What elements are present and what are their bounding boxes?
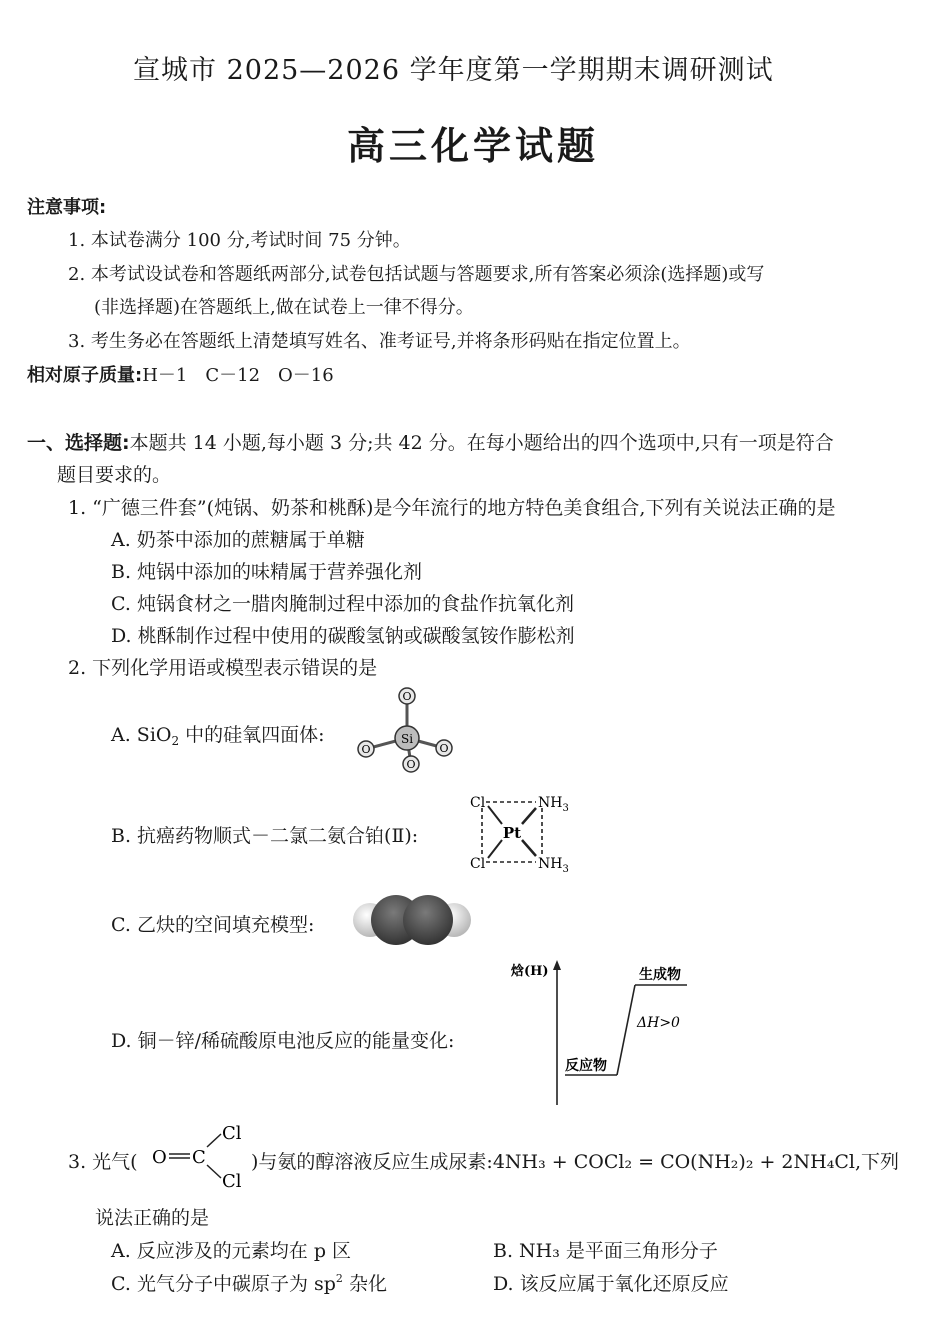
phosgene-structure (150, 1121, 246, 1191)
o-atom-label-1: O (402, 690, 412, 703)
q1-option-a: A. 奶茶中添加的蔗糖属于单糖 (111, 529, 365, 551)
section1-text: 本题共 14 小题,每小题 3 分;共 42 分。在每小题给出的四个选项中,只有一项是符合 (129, 432, 834, 454)
si-tetrahedron-model (350, 683, 460, 778)
q3-option-b: B. NH₃ 是平面三角形分子 (493, 1240, 718, 1262)
phosgene-c: C (192, 1147, 206, 1168)
q3-option-a: A. 反应涉及的元素均在 p 区 (111, 1240, 352, 1262)
q1-option-c: C. 炖锅食材之一腊肉腌制过程中添加的食盐作抗氧化剂 (111, 593, 574, 615)
q3-stem-text: )与氨的醇溶液反应生成尿素:4NH₃ + COCl₂ = CO(NH₂)₂ + 2NH₄Cl,下列 (251, 1151, 899, 1173)
o-atom-label-3: O (439, 742, 449, 755)
si-atom-label: Si (400, 732, 414, 746)
nh3-label-2: $NH_3$ (538, 856, 569, 875)
q3-stem-line2: 说法正确的是 (95, 1207, 210, 1229)
q3-stem-prefix: 3. 光气( (68, 1151, 138, 1173)
q3-option-d: D. 该反应属于氧化还原反应 (493, 1273, 729, 1295)
note-item-1: 1. 本试卷满分 100 分,考试时间 75 分钟。 (68, 230, 411, 251)
q3-equation: 4NH₃ + COCl₂ = CO(NH₂)₂ + 2NH₄Cl,下列 (492, 1151, 899, 1173)
q1-stem: 1. “广德三件套”(炖锅、奶茶和桃酥)是今年流行的地方特色美食组合,下列有关说法正确的是 (68, 497, 836, 519)
atomic-mass (27, 361, 334, 387)
nh3-label-1: $NH_3$ (538, 795, 569, 814)
q2-option-b: B. 抗癌药物顺式－二氯二氨合铂(Ⅱ): (111, 825, 419, 847)
product-label: 生成物 (639, 967, 681, 983)
section1-heading: 一、选择题: (27, 432, 130, 454)
cl-label-1: Cl (470, 795, 486, 811)
section1-line1 (27, 428, 834, 455)
q2-option-c: C. 乙炔的空间填充模型: (111, 914, 315, 936)
note-item-3: 3. 考生务必在答题纸上清楚填写姓名、准考证号,并将条形码贴在指定位置上。 (68, 331, 691, 352)
q1-option-b: B. 炖锅中添加的味精属于营养强化剂 (111, 561, 423, 583)
acetylene-space-filling-model (348, 892, 476, 948)
phosgene-cl-1: Cl (222, 1123, 242, 1144)
pt-complex-structure (466, 788, 576, 878)
phosgene-cl-2: Cl (222, 1171, 242, 1191)
delta-h-label: ΔH>0 (637, 1015, 680, 1031)
q1-option-d: D. 桃酥制作过程中使用的碳酸氢钠或碳酸氢铵作膨松剂 (111, 625, 575, 647)
subject-title: 高三化学试题 (347, 124, 600, 168)
q3-option-c: C. 光气分子中碳原子为 $sp^2$ 杂化 (111, 1272, 387, 1295)
atomic-mass-label: 相对原子质量: (27, 365, 143, 386)
cl-label-2: Cl (470, 856, 486, 872)
q2-option-d: D. 铜－锌/稀硫酸原电池反应的能量变化: (111, 1030, 455, 1052)
energy-axis-label: 焓(H) (511, 964, 549, 979)
q2-option-a: A. SiO$_2$ 中的硅氧四面体: (111, 724, 325, 748)
note-item-2: 2. 本考试设试卷和答题纸两部分,试卷包括试题与答题要求,所有答案必须涂(选择题)或写 (68, 264, 765, 285)
energy-diagram (505, 957, 705, 1107)
exam-title: 宣城市 2025—2026 学年度第一学期期末调研测试 (133, 55, 774, 86)
phosgene-o: O (152, 1147, 167, 1168)
q2-stem: 2. 下列化学用语或模型表示错误的是 (68, 657, 378, 679)
section1-line2: 题目要求的。 (57, 464, 172, 486)
pt-label: Pt (502, 824, 522, 842)
note-item-2-cont: (非选择题)在答题纸上,做在试卷上一律不得分。 (94, 297, 474, 318)
notes-heading: 注意事项: (27, 197, 107, 218)
o-atom-label-2: O (361, 743, 371, 756)
o-atom-label-4: O (406, 758, 416, 771)
atomic-mass-values: H－1 C－12 O－16 (142, 365, 334, 386)
reactant-label: 反应物 (565, 1058, 607, 1074)
